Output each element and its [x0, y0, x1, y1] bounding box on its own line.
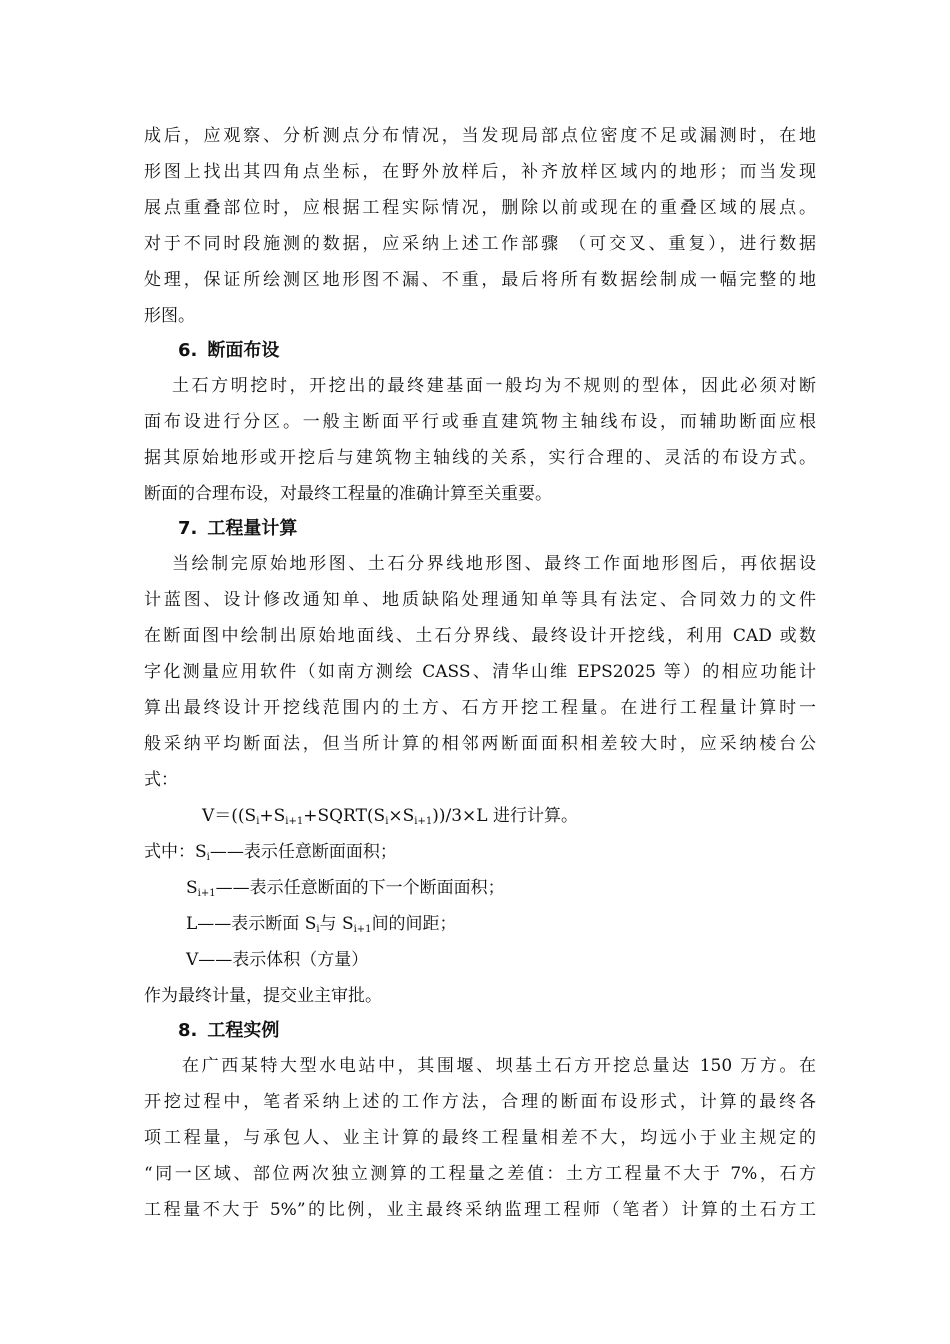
text-line: 项工程量，与承包人、业主计算的最终工程量相差不大，均远小于业主规定的 [144, 1128, 816, 1148]
definition-l: L——表示断面 $S_i$与 $S_{i+1}$间的间距； [186, 914, 457, 935]
paragraph-quantity-calculation [144, 546, 816, 798]
text-line: 开挖过程中，笔者采纳上述的工作方法，合理的断面布设形式，计算的最终各 [144, 1092, 816, 1112]
text-line: 土石方明挖时，开挖出的最终建基面一般均为不规则的型体，因此必须对断 [172, 376, 816, 396]
definition-si1: $S_{i+1}——$表示任意断面的下一个断面面积； [186, 878, 505, 899]
definition-v: V——表示体积（方量） [186, 950, 369, 970]
text-line: 字化测量应用软件（如南方测绘 CASS、清华山维 EPS2025 等）的相应功能计 [144, 662, 816, 682]
text-line: 当绘制完原始地形图、土石分界线地形图、最终工作面地形图后，再依据设 [172, 554, 816, 574]
text-line: 断面的合理布设，对最终工程量的准确计算至关重要。 [144, 484, 552, 504]
text-line: “同一区域、部位两次独立测算的工程量之差值：土方工程量不大于 7%，石方 [144, 1164, 816, 1184]
section-number: 8. [178, 1020, 198, 1041]
text-line: 般采纳平均断面法，但当所计算的相邻两断面面积相差较大时，应采纳棱台公 [144, 734, 816, 754]
text-line: 算出最终设计开挖线范围内的土方、石方开挖工程量。在进行工程量计算时一 [144, 698, 816, 718]
section-number: 6. [178, 340, 198, 361]
paragraph-survey-processing [144, 118, 816, 334]
text-line: 成后，应观察、分析测点分布情况，当发现局部点位密度不足或漏测时，在地 [144, 126, 816, 146]
text-line: 对于不同时段施测的数据，应采纳上述工作部骤 （可交叉、重复），进行数据 [144, 234, 816, 254]
text-line: 工程量不大于 5%”的比例，业主最终采纳监理工程师（笔者）计算的土石方工 [144, 1200, 816, 1220]
text-line: 在广西某特大型水电站中，其围堰、坝基土石方开挖总量达 150 万方。在 [182, 1056, 816, 1076]
text-line: 式： [144, 770, 178, 790]
definition-si: 式中：$S_i——$表示任意断面面积； [144, 842, 397, 863]
document-page [144, 118, 816, 1228]
text-line: 形图。 [144, 306, 195, 326]
text-line: 计蓝图、设计修改通知单、地质缺陷处理通知单等具有法定、合同效力的文件 [144, 590, 816, 610]
text-line: 面布设进行分区。一般主断面平行或垂直建筑物主轴线布设，而辅助断面应根 [144, 412, 816, 432]
text-line: 在断面图中绘制出原始地面线、土石分界线、最终设计开挖线，利用 CAD 或数 [144, 626, 816, 646]
section-number: 7. [178, 518, 198, 539]
text-line: 据其原始地形或开挖后与建筑物主轴线的关系，实行合理的、灵活的布设方式。 [144, 448, 816, 468]
text-line: 处理，保证所绘测区地形图不漏、不重，最后将所有数据绘制成一幅完整的地 [144, 270, 816, 290]
section-heading-7 [144, 512, 816, 546]
final-measurement-note: 作为最终计量，提交业主审批。 [144, 986, 382, 1006]
text-line: 展点重叠部位时，应根据工程实际情况，删除以前或现在的重叠区域的展点。 [144, 198, 816, 218]
section-title: 工程量计算 [207, 518, 298, 539]
paragraph-section-layout [144, 368, 816, 512]
text-line: 形图上找出其四角点坐标，在野外放样后，补齐放样区域内的地形；而当发现 [144, 162, 816, 182]
section-heading-8 [144, 1014, 816, 1048]
section-title: 断面布设 [207, 340, 280, 361]
section-heading-6 [144, 334, 816, 368]
prismoid-formula: $V=((S_i+S_{i+1}+SQRT(S_i\times S_{i+1}))/3\times L$ 进行计算。 [202, 806, 578, 827]
paragraph-project-example [144, 1048, 816, 1228]
section-title: 工程实例 [207, 1020, 280, 1041]
